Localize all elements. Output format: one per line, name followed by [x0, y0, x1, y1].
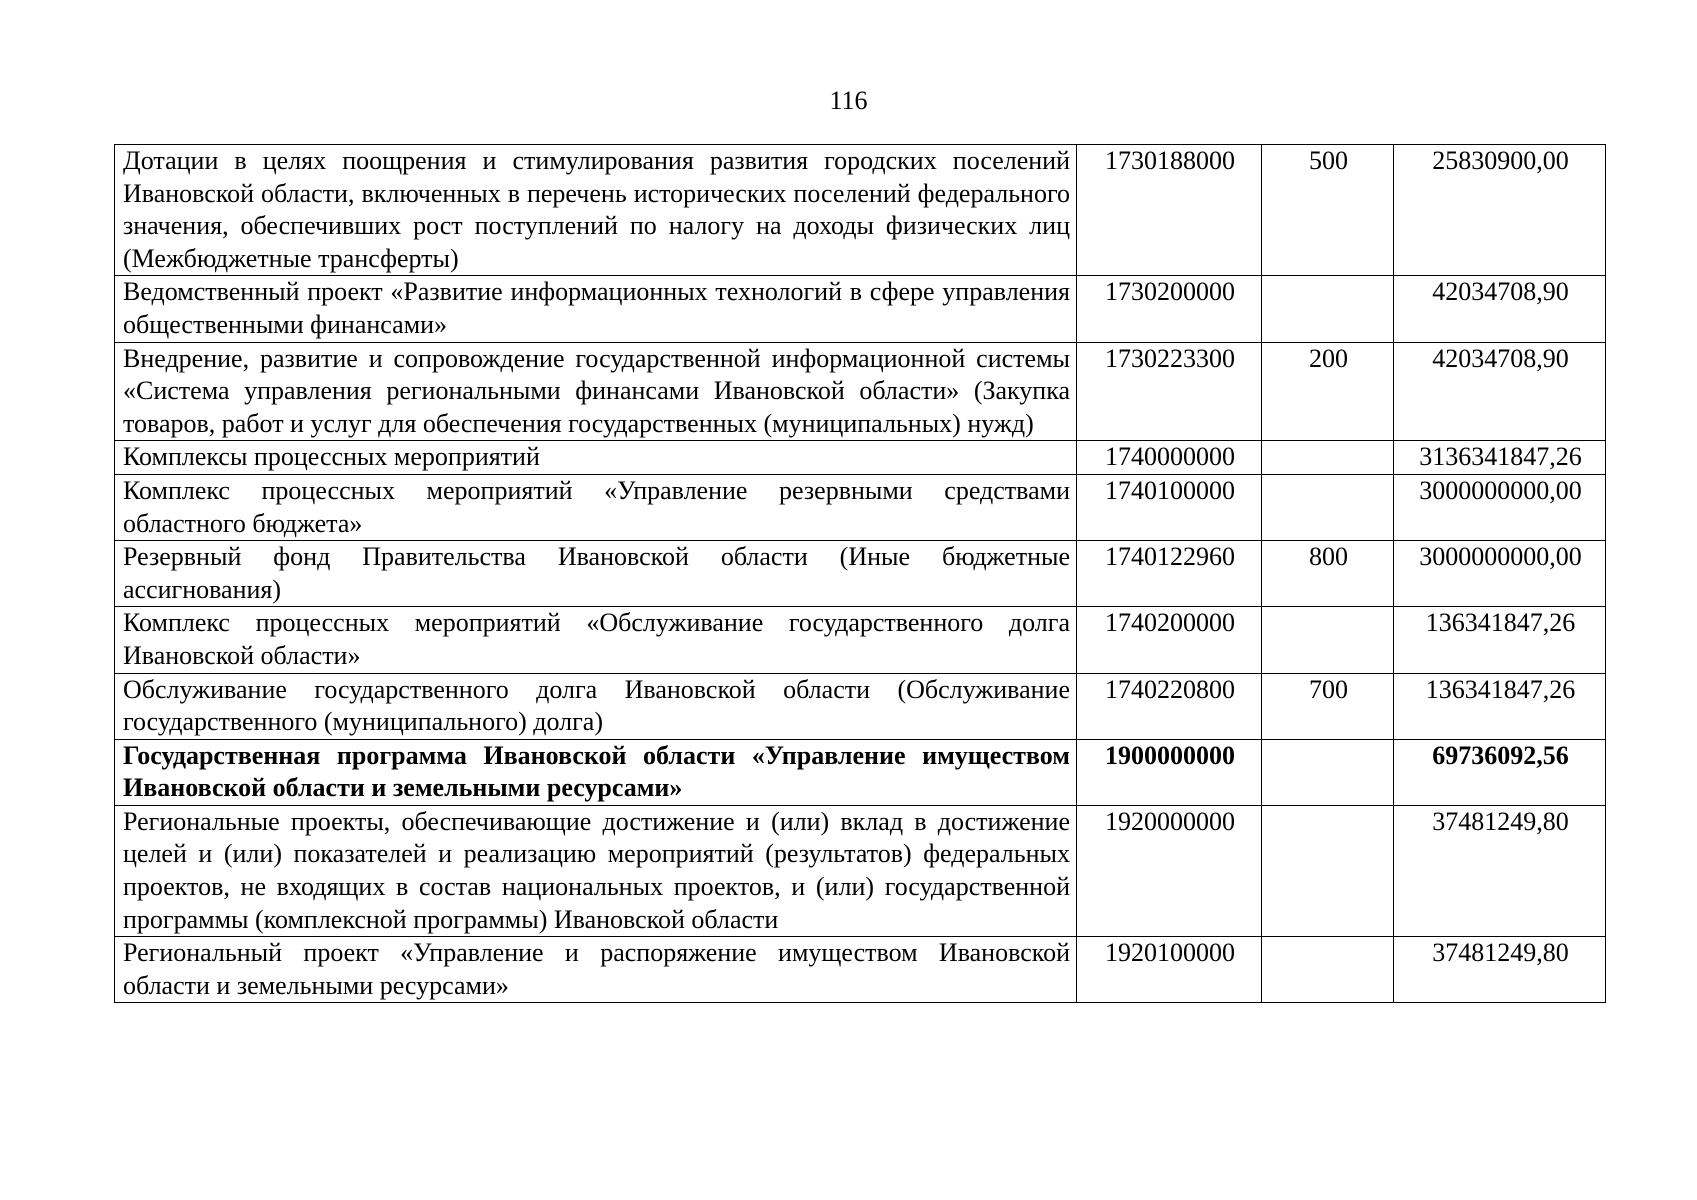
table-row	[115, 441, 1606, 475]
table-row	[115, 673, 1606, 739]
row-description: Комплекс процессных мероприятий «Управление резервными средствами областного бюджета»	[115, 474, 1077, 540]
row-code: 1740122960	[1077, 541, 1262, 607]
row-description: Комплекс процессных мероприятий «Обслуживание государственного долга Ивановской области»	[115, 607, 1077, 673]
row-amount: 42034708,90	[1394, 342, 1606, 441]
row-expense-type: 200	[1262, 342, 1394, 441]
row-amount: 69736092,56	[1394, 739, 1606, 805]
row-code: 1740000000	[1077, 441, 1262, 475]
row-expense-type	[1262, 805, 1394, 936]
row-expense-type: 800	[1262, 541, 1394, 607]
row-description: Резервный фонд Правительства Ивановской области (Иные бюджетные ассигнования)	[115, 541, 1077, 607]
row-code: 1920100000	[1077, 937, 1262, 1003]
row-code: 1740100000	[1077, 474, 1262, 540]
row-expense-type	[1262, 474, 1394, 540]
row-amount: 3136341847,26	[1394, 441, 1606, 475]
row-expense-type	[1262, 607, 1394, 673]
table-row	[115, 145, 1606, 276]
row-expense-type	[1262, 441, 1394, 475]
table-row	[115, 805, 1606, 936]
table-row	[115, 342, 1606, 441]
table-row	[115, 474, 1606, 540]
row-description: Ведомственный проект «Развитие информационных технологий в сфере управления общественными финансами»	[115, 276, 1077, 342]
row-description: Региональный проект «Управление и распоряжение имуществом Ивановской области и земельными ресурсами»	[115, 937, 1077, 1003]
row-code: 1740220800	[1077, 673, 1262, 739]
row-amount: 3000000000,00	[1394, 541, 1606, 607]
budget-table	[114, 144, 1606, 1003]
row-expense-type: 500	[1262, 145, 1394, 276]
row-amount: 42034708,90	[1394, 276, 1606, 342]
row-description: Обслуживание государственного долга Ивановской области (Обслуживание государственного (муниципального) долга)	[115, 673, 1077, 739]
row-amount: 37481249,80	[1394, 937, 1606, 1003]
row-description: Государственная программа Ивановской области «Управление имуществом Ивановской области и земельными ресурсами»	[115, 739, 1077, 805]
row-expense-type	[1262, 937, 1394, 1003]
table-row	[115, 607, 1606, 673]
table-row-program-total	[115, 739, 1606, 805]
row-amount: 25830900,00	[1394, 145, 1606, 276]
row-amount: 3000000000,00	[1394, 474, 1606, 540]
row-description: Внедрение, развитие и сопровождение государственной информационной системы «Система управления региональными финансами Ивановской области» (Закупка товаров, работ и услуг для обеспечения государственных (муниципальных) нужд)	[115, 342, 1077, 441]
row-code: 1730188000	[1077, 145, 1262, 276]
row-amount: 136341847,26	[1394, 673, 1606, 739]
row-expense-type	[1262, 276, 1394, 342]
row-code: 1730200000	[1077, 276, 1262, 342]
row-expense-type	[1262, 739, 1394, 805]
row-expense-type: 700	[1262, 673, 1394, 739]
table-row	[115, 541, 1606, 607]
row-code: 1920000000	[1077, 805, 1262, 936]
row-description: Комплексы процессных мероприятий	[115, 441, 1077, 475]
row-code: 1730223300	[1077, 342, 1262, 441]
row-amount: 37481249,80	[1394, 805, 1606, 936]
row-code: 1900000000	[1077, 739, 1262, 805]
row-amount: 136341847,26	[1394, 607, 1606, 673]
row-description: Региональные проекты, обеспечивающие достижение и (или) вклад в достижение целей и (или) показателей и реализацию мероприятий (результатов) федеральных проектов, не входящих в состав национальных проектов, и (или) государственной программы (комплексной программы) Ивановской области	[115, 805, 1077, 936]
table-row	[115, 276, 1606, 342]
row-description: Дотации в целях поощрения и стимулирования развития городских поселений Ивановской области, включенных в перечень исторических поселений федерального значения, обеспечивших рост поступлений по налогу на доходы физических лиц (Межбюджетные трансферты)	[115, 145, 1077, 276]
row-code: 1740200000	[1077, 607, 1262, 673]
table-row	[115, 937, 1606, 1003]
page-number: 116	[829, 86, 868, 115]
